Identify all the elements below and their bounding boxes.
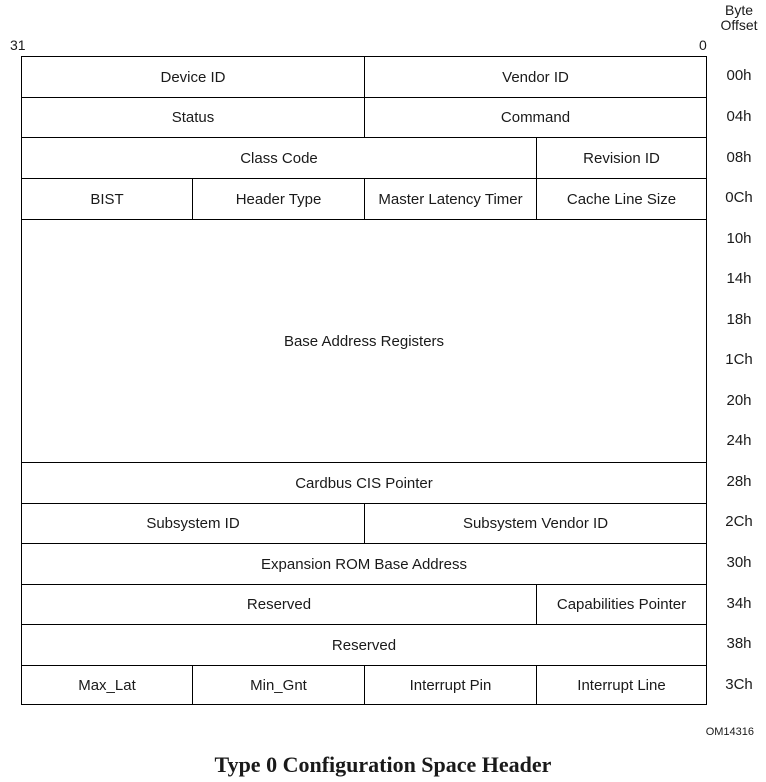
field-min-gnt: Min_Gnt	[193, 666, 365, 705]
field-command: Command	[365, 98, 707, 138]
field-cardbus-cis-pointer: Cardbus CIS Pointer	[22, 463, 707, 504]
field-cache-line-size: Cache Line Size	[537, 179, 707, 220]
field-revision-id: Revision ID	[537, 138, 707, 179]
field-device-id: Device ID	[22, 57, 365, 98]
field-class-code: Class Code	[22, 138, 537, 179]
field-status: Status	[22, 98, 365, 138]
field-expansion-rom-base-address: Expansion ROM Base Address	[22, 544, 707, 585]
offset-18h: 18h	[726, 311, 752, 328]
figure-id: OM14316	[705, 726, 754, 738]
field-base-address-registers: Base Address Registers	[22, 220, 707, 463]
offset-2ch: 2Ch	[725, 513, 753, 530]
field-subsystem-id: Subsystem ID	[22, 504, 365, 544]
field-reserved-38h: Reserved	[22, 625, 707, 666]
bit-31-label: 31	[10, 37, 26, 53]
byte-offset-header: Byte Offset	[720, 2, 758, 33]
offset-00h: 00h	[726, 67, 752, 84]
offset-38h: 38h	[726, 635, 752, 652]
offset-08h: 08h	[726, 149, 752, 166]
offset-28h: 28h	[726, 473, 752, 490]
offset-04h: 04h	[726, 108, 752, 125]
field-bist: BIST	[22, 179, 193, 220]
field-header-type: Header Type	[193, 179, 365, 220]
field-vendor-id: Vendor ID	[365, 57, 707, 98]
field-capabilities-pointer: Capabilities Pointer	[537, 585, 707, 625]
field-subsystem-vendor-id: Subsystem Vendor ID	[365, 504, 707, 544]
offset-34h: 34h	[726, 595, 752, 612]
offset-30h: 30h	[726, 554, 752, 571]
offset-1ch: 1Ch	[725, 351, 753, 368]
offset-20h: 20h	[726, 392, 752, 409]
bit-0-label: 0	[699, 37, 707, 53]
offset-10h: 10h	[726, 230, 752, 247]
field-interrupt-pin: Interrupt Pin	[365, 666, 537, 705]
field-interrupt-line: Interrupt Line	[537, 666, 707, 705]
register-grid	[21, 56, 707, 705]
field-reserved-34h: Reserved	[22, 585, 537, 625]
offset-3ch: 3Ch	[725, 676, 753, 693]
offset-0ch: 0Ch	[725, 189, 753, 206]
diagram-title: Type 0 Configuration Space Header	[214, 752, 552, 777]
offset-24h: 24h	[726, 432, 752, 449]
field-master-latency-timer: Master Latency Timer	[365, 179, 537, 220]
offset-14h: 14h	[726, 270, 752, 287]
field-max-lat: Max_Lat	[22, 666, 193, 705]
